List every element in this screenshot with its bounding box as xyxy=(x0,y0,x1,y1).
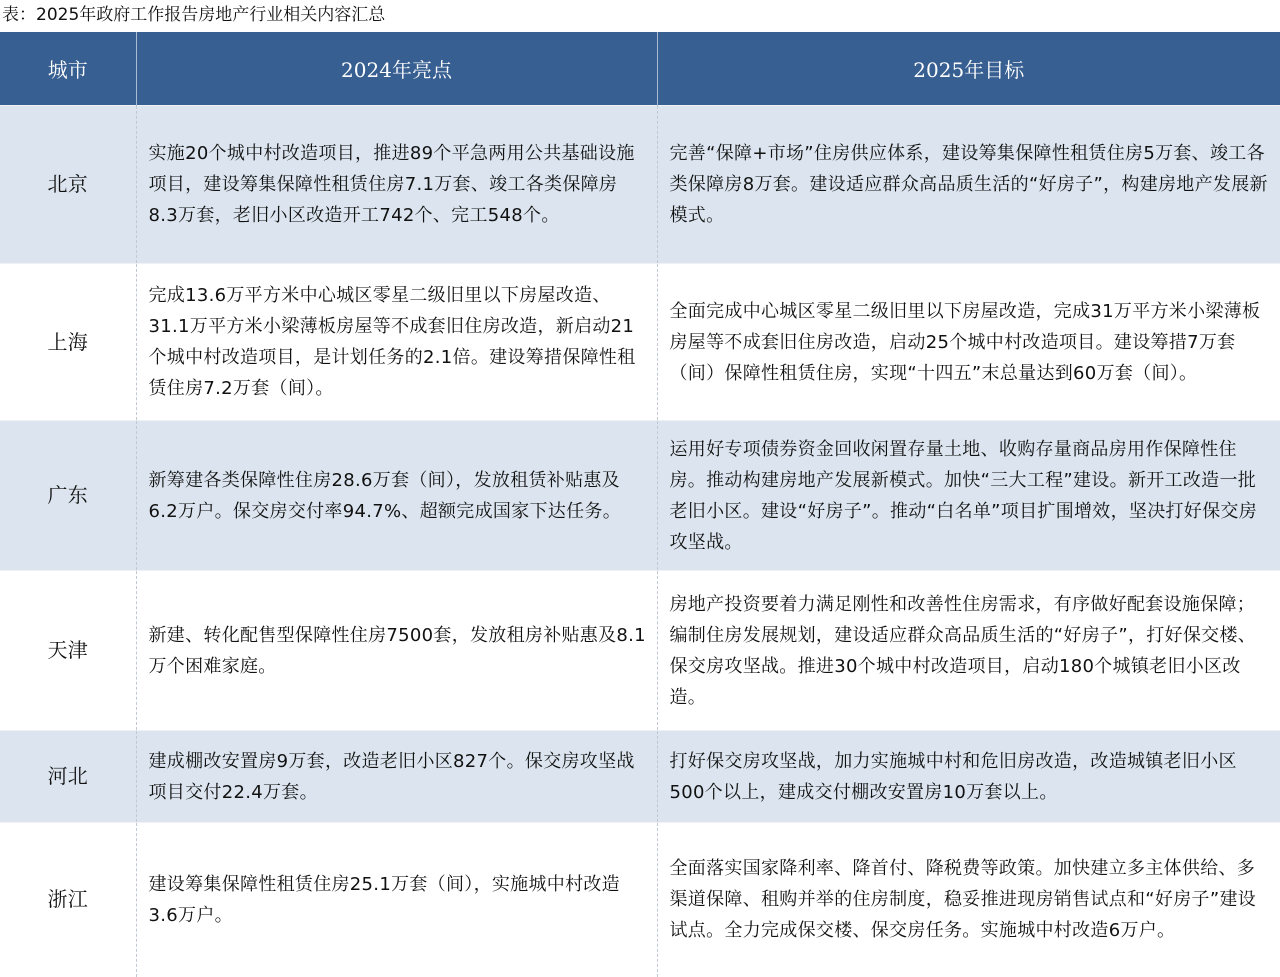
table-row xyxy=(0,106,1280,264)
city-cell: 上海 xyxy=(0,264,136,421)
city-cell: 浙江 xyxy=(0,823,136,977)
targets-2025-cell: 房地产投资要着力满足刚性和改善性住房需求，有序做好配套设施保障；编制住房发展规划，建设适应群众高品质生活的“好房子”，打好保交楼、保交房攻坚战。推进30个城中村改造项目，启动180个城镇老旧小区改造。 xyxy=(657,571,1280,731)
highlights-2024-cell: 完成13.6万平方米中心城区零星二级旧里以下房屋改造、31.1万平方米小梁薄板房屋等不成套旧住房改造，新启动21个城中村改造项目，是计划任务的2.1倍。建设筹措保障性租赁住房7.2万套（间）。 xyxy=(136,264,657,421)
highlights-2024-cell: 建设筹集保障性租赁住房25.1万套（间），实施城中村改造3.6万户。 xyxy=(136,823,657,977)
targets-2025-cell: 打好保交房攻坚战，加力实施城中村和危旧房改造，改造城镇老旧小区500个以上，建成交付棚改安置房10万套以上。 xyxy=(657,731,1280,823)
table-row xyxy=(0,264,1280,421)
highlights-2024-cell: 建成棚改安置房9万套，改造老旧小区827个。保交房攻坚战项目交付22.4万套。 xyxy=(136,731,657,823)
city-cell: 北京 xyxy=(0,106,136,264)
targets-2025-cell: 完善“保障+市场”住房供应体系，建设筹集保障性租赁住房5万套、竣工各类保障房8万套。建设适应群众高品质生活的“好房子”，构建房地产发展新模式。 xyxy=(657,106,1280,264)
table-row xyxy=(0,421,1280,571)
table-caption: 表：2025年政府工作报告房地产行业相关内容汇总 xyxy=(2,5,386,25)
city-cell: 广东 xyxy=(0,421,136,571)
column-header-city: 城市 xyxy=(0,32,136,106)
highlights-2024-cell: 新建、转化配售型保障性住房7500套，发放租房补贴惠及8.1万个困难家庭。 xyxy=(136,571,657,731)
column-header-2025-targets: 2025年目标 xyxy=(657,32,1280,106)
targets-2025-cell: 全面完成中心城区零星二级旧里以下房屋改造，完成31万平方米小梁薄板房屋等不成套旧住房改造，启动25个城中村改造项目。建设筹措7万套（间）保障性租赁住房，实现“十四五”末总量达到60万套（间）。 xyxy=(657,264,1280,421)
city-cell: 天津 xyxy=(0,571,136,731)
table-row xyxy=(0,823,1280,977)
highlights-2024-cell: 新筹建各类保障性住房28.6万套（间），发放租赁补贴惠及6.2万户。保交房交付率94.7%、超额完成国家下达任务。 xyxy=(136,421,657,571)
targets-2025-cell: 全面落实国家降利率、降首付、降税费等政策。加快建立多主体供给、多渠道保障、租购并举的住房制度，稳妥推进现房销售试点和“好房子”建设试点。全力完成保交楼、保交房任务。实施城中村改造6万户。 xyxy=(657,823,1280,977)
city-cell: 河北 xyxy=(0,731,136,823)
table-row xyxy=(0,571,1280,731)
highlights-2024-cell: 实施20个城中村改造项目，推进89个平急两用公共基础设施项目，建设筹集保障性租赁住房7.1万套、竣工各类保障房8.3万套，老旧小区改造开工742个、完工548个。 xyxy=(136,106,657,264)
column-header-2024-highlights: 2024年亮点 xyxy=(136,32,657,106)
targets-2025-cell: 运用好专项债券资金回收闲置存量土地、收购存量商品房用作保障性住房。推动构建房地产发展新模式。加快“三大工程”建设。新开工改造一批老旧小区。建设“好房子”。推动“白名单”项目扩围增效，坚决打好保交房攻坚战。 xyxy=(657,421,1280,571)
table-row xyxy=(0,731,1280,823)
policy-summary-table xyxy=(0,32,1280,977)
table-header-row xyxy=(0,32,1280,106)
